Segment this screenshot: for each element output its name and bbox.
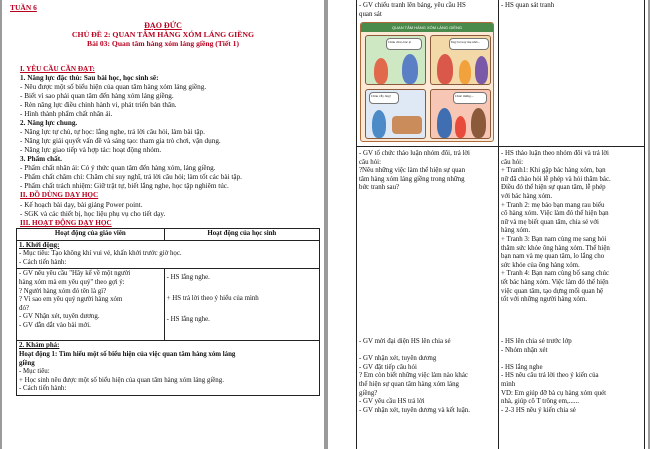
text-line: - HS lắng nghe. (166, 315, 210, 323)
section-2-title: II. ĐỒ DÙNG DẠY HỌC (20, 191, 99, 199)
text-line: thăm sức khỏe ông hàng xóm. Thể hiện (501, 244, 610, 252)
warmup-teacher-cell (17, 269, 165, 341)
illustration-caption: QUAN TÂM HÀNG XÓM LÁNG GIỀNG (361, 23, 493, 32)
speech-bubble: Chúc mừng... (453, 92, 487, 104)
text-line: với bác hàng xóm. (501, 192, 553, 200)
text-line: giềng? (359, 389, 378, 397)
activity-1-title-cont: giềng (19, 359, 35, 367)
speech-bubble: Cháu chào bác ạ! (386, 38, 422, 50)
text-line: - GV chiếu tranh lên bảng, yêu cầu HS (359, 2, 466, 9)
text-line: - HS lắng nghe. (166, 274, 210, 282)
week-label: TUẦN 6 (10, 3, 37, 12)
text-line: - GV dẫn dắt vào bài mới. (19, 321, 91, 329)
teacher-column-sharing (359, 338, 470, 415)
text-line: - GV nhận xét, tuyên dương (359, 355, 437, 363)
scene-3 (365, 89, 426, 139)
person-figure (437, 108, 452, 138)
bed-shape (392, 116, 422, 134)
text-line: - 2-3 HS nêu ý kiến chia sẻ (501, 406, 576, 414)
text-line: ?Nêu những việc làm thể hiện sự quan (359, 167, 466, 175)
text-line: - HS thảo luận theo nhóm đôi và trả lời (501, 150, 609, 157)
activity-table (16, 228, 320, 396)
text-line: 1. Năng lực đặc thù: Sau bài học, học sinh sẽ: (20, 74, 159, 82)
text-line: ? Người hàng xóm đó tên là gì? (19, 287, 107, 295)
header-student: Hoạt động của học sinh (164, 229, 319, 241)
person-figure (459, 60, 471, 84)
text-line: đó? (19, 304, 29, 312)
text-line: thể hiện sự quan tâm hàng xóm láng (359, 380, 459, 388)
text-line: hàng xóm mà em yêu quý" theo gợi ý: (19, 278, 125, 286)
text-line: tết bác hàng xóm. Việc làm đó thể hiện (501, 278, 609, 286)
text-line: + Tranh1: Khi gặp bác hàng xóm, bạn (501, 167, 606, 175)
text-line: việc quan tâm, tạo dựng mối quan hệ (501, 287, 604, 295)
text-line: sức khỏe của ông hàng xóm. (501, 261, 580, 269)
text-line: + HS trả lời theo ý hiểu của mình (166, 294, 259, 302)
student-column-top (501, 2, 554, 11)
text-line: + Học sinh nêu được một số biểu hiện của quan tâm hàng xóm láng giềng. (19, 376, 224, 384)
text-line: cô hàng xóm. Việc làm đó thể hiện bạn (501, 210, 609, 218)
section-1-title: I. YÊU CẦU CẦN ĐẠT: (20, 65, 95, 73)
row-divider (356, 146, 644, 147)
lesson-title: Bài 03: Quan tâm hàng xóm láng giềng (Tiết 1) (87, 39, 239, 48)
text-line: nhà, giúp cô T trông em,...... (501, 398, 580, 406)
warmup-title: 1. Khởi động: (19, 241, 60, 249)
table-border-left (356, 0, 357, 449)
text-line: + Tranh 4: Bạn nam cùng bố sang chúc (501, 270, 609, 278)
text-line: - Phẩm chất trách nhiệm: Giữ trật tự, biết lắng nghe, học tập nghiêm túc. (20, 182, 229, 190)
text-line: - GV Nhận xét, tuyên dương. (19, 313, 100, 321)
text-line: 3. Phẩm chất. (20, 155, 62, 163)
text-line: bức tranh sau? (359, 184, 400, 192)
header-teacher: Hoạt động của giáo viên (17, 229, 165, 241)
text-line: - Rèn năng lực điều chỉnh hành vi, phát triển bản thân. (20, 101, 177, 109)
text-line: - GV mời đại diện HS lên chia sẻ (359, 338, 451, 345)
text-line: - Phẩm chất nhân ái: Có ý thức quan tâm đến hàng xóm, láng giềng. (20, 164, 216, 172)
text-line: + Tranh 3: Bạn nam cùng mẹ sang hỏi (501, 235, 607, 243)
text-line: - Phẩm chất chăm chỉ: Chăm chỉ suy nghĩ, trả lời câu hỏi; làm tốt các bài tập. (20, 173, 242, 181)
table-border-right (644, 0, 645, 449)
explore-row (17, 341, 320, 396)
left-page (2, 0, 324, 449)
scene-2 (430, 35, 491, 85)
text-line: - HS nêu câu trả lời theo ý kiến của (501, 372, 599, 380)
text-line: ? Em còn biết những việc làm nào khác (359, 372, 468, 380)
text-line: - HS quan sát tranh (501, 2, 555, 9)
text-line: - Cách tiến hành: (19, 258, 67, 266)
text-line: tốt với những người hàng xóm. (501, 296, 587, 304)
explore-title: 2. Khám phá: (19, 342, 60, 350)
warmup-row (17, 240, 320, 269)
text-line: - Kế hoạch bài dạy, bài giảng Power point. (20, 201, 143, 209)
person-figure (455, 116, 466, 138)
text-line: quan sát (359, 10, 382, 18)
person-figure (437, 54, 453, 84)
text-line: - HS lắng nghe (501, 363, 543, 371)
text-line: - GV tổ chức thảo luận nhóm đôi, trả lời (359, 150, 470, 157)
text-line: - SGK và các thiết bị, học liệu phụ vụ cho tiết dạy. (20, 210, 166, 218)
person-figure (475, 56, 488, 84)
text-line: - Biết vì sao phải quan tâm đến hàng xóm láng giềng. (20, 92, 174, 100)
neighbor-care-illustration (360, 22, 494, 142)
student-column-discussion (501, 150, 611, 305)
speech-bubble: Cháu vẫy ông! (369, 92, 399, 104)
scene-4 (430, 89, 491, 139)
person-figure (372, 110, 386, 138)
person-figure (471, 108, 486, 138)
text-line: 2. Năng lực chung. (20, 119, 78, 127)
text-line: hàng xóm. (501, 227, 531, 235)
text-line: + Tranh 2: mẹ bảo bạn mang rau biếu (501, 201, 605, 209)
text-line: - Năng lực giao tiếp và hợp tác: hoạt động nhóm. (20, 146, 162, 154)
right-page (328, 0, 648, 449)
speech-bubble: Dạy bé nay mẹ nhờ... (449, 38, 489, 50)
teacher-column-top (359, 2, 466, 19)
text-line: - HS lên chia sẻ trước lớp (501, 338, 572, 345)
text-line: - Năng lực giải quyết vấn đề và sáng tạo: tham gia trò chơi, vận dụng. (20, 137, 221, 145)
scene-1 (365, 35, 426, 85)
text-line: - Mục tiêu: Tạo không khí vui vẻ, khấn khởi trước giờ học. (19, 250, 182, 258)
spacer (359, 347, 470, 356)
text-line: - Nhóm nhận xét (501, 346, 548, 354)
text-line: câu hỏi: (359, 158, 382, 166)
teacher-column-discussion (359, 150, 470, 193)
text-line: Điều đó thể hiện sự quan tâm, lễ phép (501, 184, 606, 192)
text-line: tâm hàng xóm láng giềng trong những (359, 175, 465, 183)
subject-title: ĐẠO ĐỨC (144, 21, 182, 30)
person-figure (402, 54, 418, 84)
warmup-student-cell (164, 269, 319, 341)
table-column-divider (498, 0, 499, 449)
text-line: ? Vì sao em yêu quý người hàng xóm (19, 296, 123, 304)
spacer (501, 355, 606, 364)
text-line: - GV nêu yêu cầu "Hãy kể về một người (19, 270, 131, 278)
theme-title: CHỦ ĐỀ 2: QUAN TÂM HÀNG XÓM LÁNG GIỀNG (71, 30, 255, 39)
person-figure (374, 58, 388, 84)
text-line: - Nêu được một số biểu hiện của quan tâm hàng xóm láng giềng. (20, 83, 207, 91)
text-line: nữ đã chào hỏi lễ phép và hỏi thăm bác. (501, 175, 611, 183)
text-line: - GV yêu cầu HS trả lời (359, 398, 425, 406)
text-line: mình (501, 380, 516, 388)
text-line: câu hỏi: (501, 158, 524, 166)
text-line: - Cách tiến hành: (19, 385, 67, 393)
text-line: VD: Em giúp đỡ bà cụ hàng xóm quét (501, 389, 607, 397)
student-column-sharing (501, 338, 606, 415)
text-line: nữ và mẹ biết quan tâm, chia sẻ với (501, 218, 599, 226)
section-3-title: III. HOẠT ĐỘNG DẠY HỌC (20, 219, 112, 227)
text-line: - Mục tiêu: (19, 368, 50, 376)
text-line: - GV nhận xét, tuyên dương và kết luận. (359, 406, 470, 414)
text-line: - GV đặt tiếp câu hỏi (359, 363, 417, 371)
text-line: bạn nam và mẹ quan tâm, lo lắng cho (501, 253, 605, 261)
activity-1-title: Hoạt động 1: Tìm hiểu một số biểu hiện của việc quan tâm hàng xóm láng (19, 350, 236, 358)
text-line: - Năng lực tự chủ, tự học: lắng nghe, trả lời câu hỏi, làm bài tập. (20, 128, 205, 136)
text-line: - Hình thành phẩm chất nhân ái. (20, 110, 113, 118)
